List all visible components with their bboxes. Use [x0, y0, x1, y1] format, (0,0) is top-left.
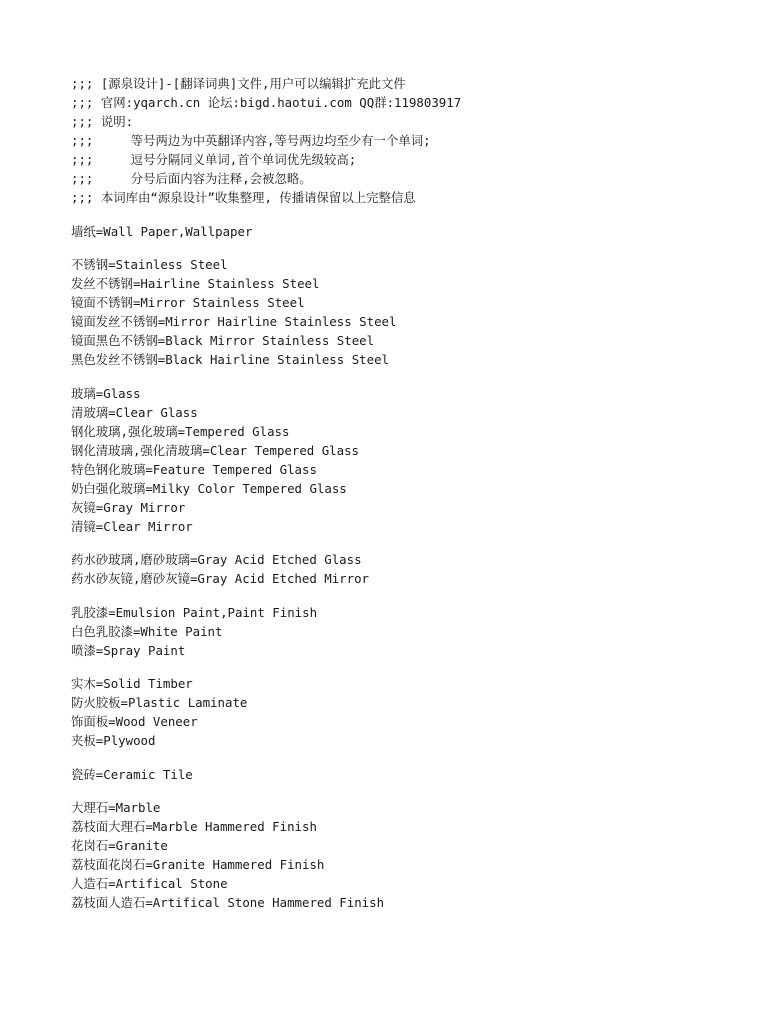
comment-line: ;;; [源泉设计]-[翻译词典]文件,用户可以编辑扩充此文件 [71, 76, 406, 91]
entry-line: 夹板=Plywood [71, 733, 156, 748]
entry-line: 玻璃=Glass [71, 385, 141, 401]
group-glass [71, 384, 751, 536]
comment-line: ;;; 等号两边为中英翻译内容,等号两边均至少有一个单词; [71, 133, 431, 148]
group-etched [71, 550, 751, 588]
group-paint [71, 603, 751, 660]
entry-line: 瓷砖=Ceramic Tile [71, 766, 193, 782]
entry-line: 清镜=Clear Mirror [71, 518, 193, 534]
group-stone [71, 798, 751, 912]
entry-line: 发丝不锈钢=Hairline Stainless Steel [71, 276, 320, 291]
group-wood [71, 674, 751, 750]
entry-line: 奶白强化玻璃=Milky Color Tempered Glass [71, 480, 347, 496]
group-stainless-steel [71, 255, 751, 369]
entry-line: 黑色发丝不锈钢=Black Hairline Stainless Steel [71, 352, 389, 367]
entry-line: 清玻璃=Clear Glass [71, 404, 198, 420]
dictionary-document [71, 74, 751, 912]
entry-line: 荔枝面大理石=Marble Hammered Finish [71, 819, 317, 834]
entry-line: 镜面发丝不锈钢=Mirror Hairline Stainless Steel [71, 314, 397, 329]
entry-line: 镜面不锈钢=Mirror Stainless Steel [71, 295, 305, 310]
comment-line: ;;; 分号后面内容为注释,会被忽略。 [71, 171, 312, 186]
entry-line: 镜面黑色不锈钢=Black Mirror Stainless Steel [71, 333, 375, 348]
entry-line: 防火胶板=Plastic Laminate [71, 695, 248, 710]
header-comments [71, 74, 751, 207]
entry-line: 特色钢化玻璃=Feature Tempered Glass [71, 461, 317, 477]
entry-line: 大理石=Marble [71, 800, 161, 815]
entry-line: 饰面板=Wood Veneer [71, 714, 198, 729]
entry-line: 药水砂玻璃,磨砂玻璃=Gray Acid Etched Glass [71, 552, 362, 567]
entry-line: 人造石=Artifical Stone [71, 876, 228, 891]
comment-line: ;;; 逗号分隔同义单词,首个单词优先级较高; [71, 152, 357, 167]
entry-line: 钢化清玻璃,强化清玻璃=Clear Tempered Glass [71, 442, 360, 458]
entry-line: 钢化玻璃,强化玻璃=Tempered Glass [71, 423, 290, 439]
entry-line: 喷漆=Spray Paint [71, 642, 186, 658]
entry-line: 花岗石=Granite [71, 838, 168, 853]
comment-line: ;;; 说明: [71, 114, 134, 129]
entry-line: 不锈钢=Stainless Steel [71, 257, 228, 272]
comment-line: ;;; 本词库由“源泉设计”收集整理, 传播请保留以上完整信息 [71, 190, 416, 205]
entry-line: 白色乳胶漆=White Paint [71, 623, 223, 639]
entry-line: 实木=Solid Timber [71, 676, 193, 691]
entry-line: 乳胶漆=Emulsion Paint,Paint Finish [71, 604, 318, 620]
entry-line: 药水砂灰镜,磨砂灰镜=Gray Acid Etched Mirror [71, 571, 370, 586]
entry-line: 荔枝面人造石=Artifical Stone Hammered Finish [71, 895, 385, 910]
entry-line: 荔枝面花岗石=Granite Hammered Finish [71, 857, 325, 872]
entry-line: 灰镜=Gray Mirror [71, 499, 186, 515]
group-tile [71, 765, 751, 784]
comment-line: ;;; 官网:yqarch.cn 论坛:bigd.haotui.com QQ群:119803917 [71, 95, 462, 110]
entry-line: 墙纸=Wall Paper,Wallpaper [71, 223, 253, 239]
group-wallpaper [71, 222, 751, 241]
